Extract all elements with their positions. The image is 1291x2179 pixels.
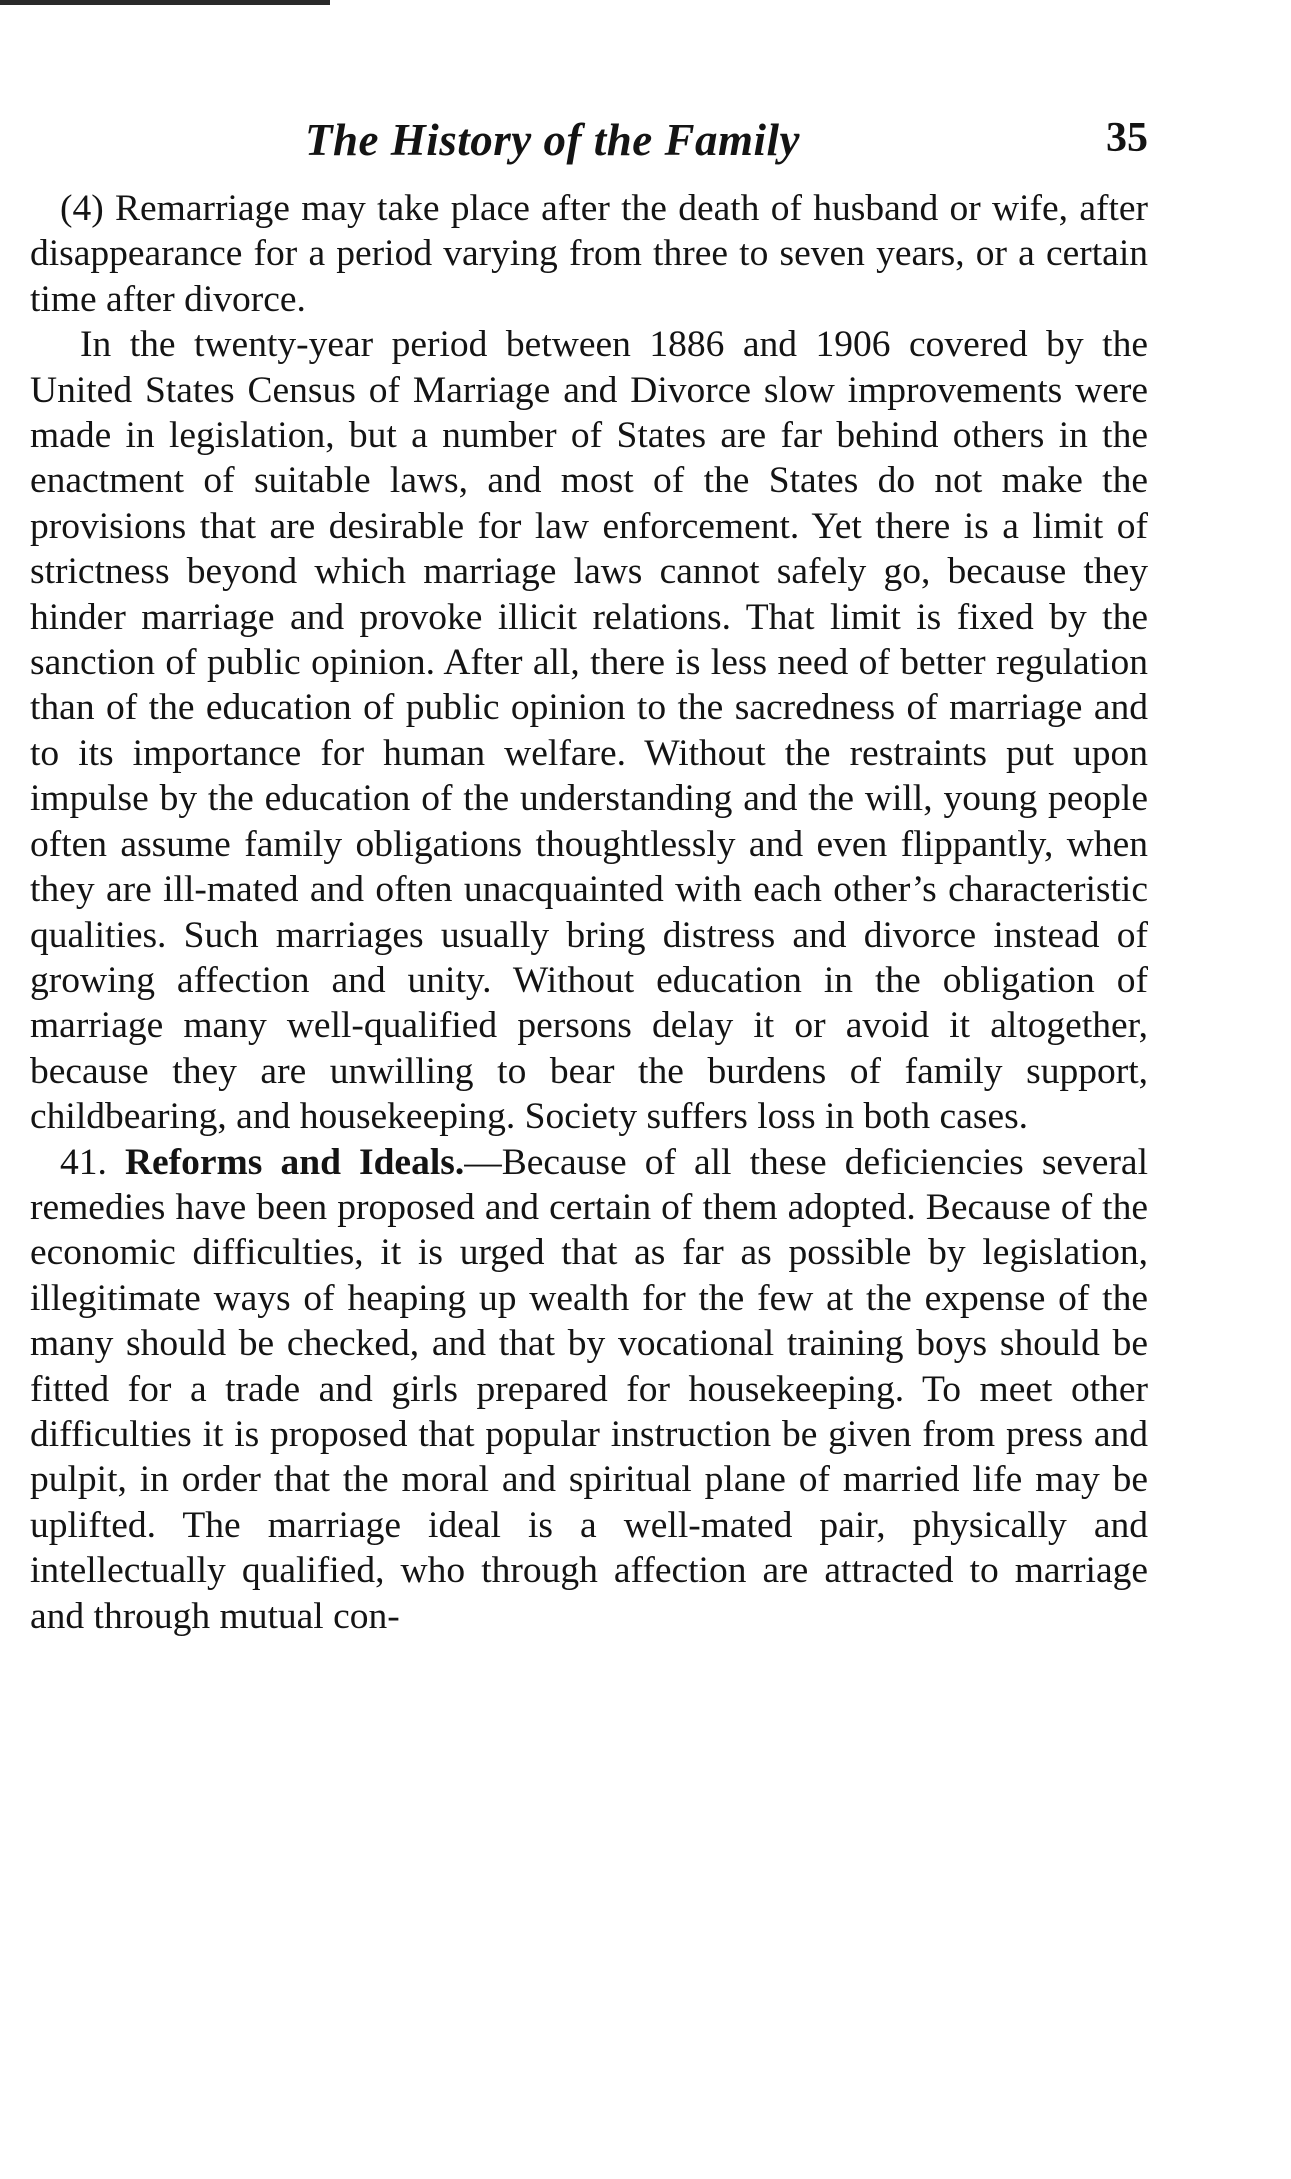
scan-edge-rule	[0, 0, 330, 5]
section-heading: Reforms and Ideals.	[124, 1141, 465, 1183]
running-head	[30, 108, 1148, 186]
book-page	[30, 108, 1148, 1639]
running-title: The History of the Family	[305, 115, 800, 165]
page-number: 35	[1106, 115, 1148, 161]
paragraph-reforms-and-ideals	[30, 1140, 1148, 1639]
section-body: —Because of all these deficiencies several remedies have been proposed and certain of them adopted. Because of the economic difficulties, it is urged that as far as possible by legislation, illegitimate ways of heaping up wealth for the few at the expense of the many should be checked, and that by vocational training boys should be fitted for a trade and girls prepared for housekeeping. To meet other difficulties it is proposed that popular instruction be given from press and pulpit, in order that the moral and spiritual plane of married life may be uplifted. The marriage ideal is a well-mated pair, physically and intellectually qualified, who through affection are attracted to marriage and through mutual con-	[30, 1141, 1148, 1637]
paragraph-census-legislation: In the twenty-year period between 1886 and 1906 covered by the United States Census of Marriage and Divorce slow improvements were made in legislation, but a number of States are far behind others in the enactment of suitable laws, and most of the States do not make the provisions that are desirable for law enforcement. Yet there is a limit of strictness beyond which marriage laws cannot safely go, because they hinder marriage and provoke illicit relations. That limit is fixed by the sanction of public opinion. After all, there is less need of better regulation than of the education of public opinion to the sacredness of marriage and to its importance for human welfare. Without the restraints put upon impulse by the education of the understanding and the will, young people often assume family obligations thoughtlessly and even flippantly, when they are ill-mated and often unacquainted with each other’s characteristic qualities. Such marriages usually bring distress and divorce instead of growing affection and unity. Without education in the obligation of marriage many well-qualified persons delay it or avoid it altogether, because they are unwilling to bear the burdens of family support, childbearing, and housekeeping. Society suffers loss in both cases.	[30, 324, 1148, 1138]
paragraph-remarriage: (4) Remarriage may take place after the death of husband or wife, after disappearance for a period varying from three to seven years, or a certain time after divorce.	[30, 188, 1148, 320]
body-text	[30, 186, 1148, 1639]
section-number: 41.	[60, 1141, 107, 1183]
